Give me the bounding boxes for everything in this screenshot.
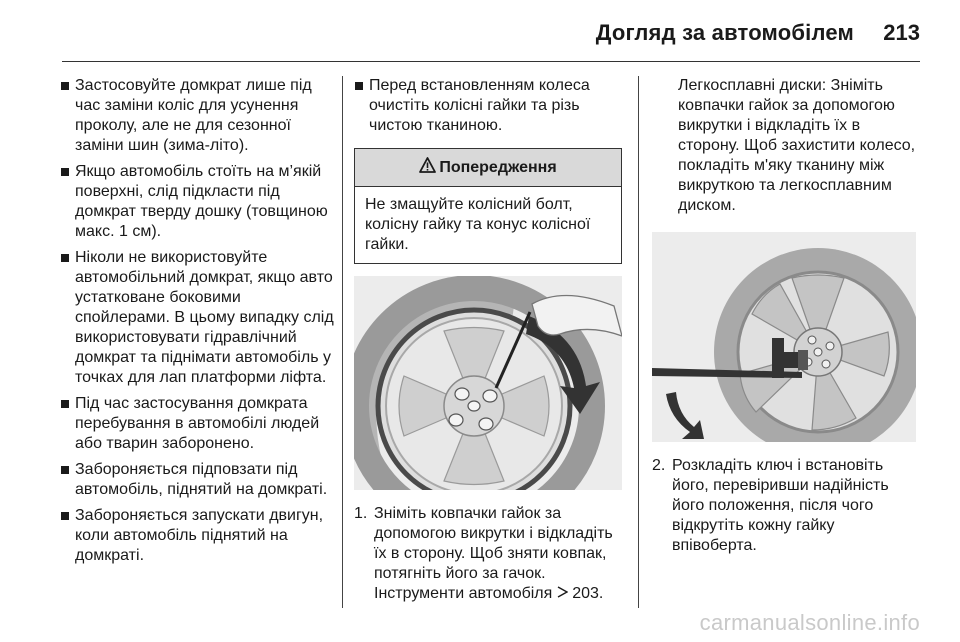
square-bullet-icon xyxy=(61,512,69,520)
list-item: Забороняється запускати двигун, коли автомобіль піднятий на домкраті. xyxy=(60,506,336,566)
list-item: Перед встановленням колеса очистіть колісні гайки та різь чистою тканиною. xyxy=(354,76,626,136)
page-title: Догляд за автомобілем xyxy=(595,20,854,45)
step-2 xyxy=(652,456,922,556)
step-number: 1. xyxy=(354,505,368,522)
list-item: Застосовуйте домкрат лише під час заміни коліс для усунення проколу, але не для сезонної заміни шин (зима-літо). xyxy=(60,76,336,156)
list-item: Ніколи не використовуйте автомобільний домкрат, якщо авто устатковане боковими спойлерами. В цьому випадку слід використовувати гідравлічний домкрат та піднімати автомобіль у точках для лап платформи ліфта. xyxy=(60,248,336,388)
list-item: Під час застосування домкрата перебування в автомобілі людей або тварин заборонено. xyxy=(60,394,336,454)
warning-triangle-icon xyxy=(419,157,436,179)
warning-text: Не змащуйте колісний болт, колісну гайку та конус колісної гайки. xyxy=(365,196,591,253)
square-bullet-icon xyxy=(61,400,69,408)
warning-header xyxy=(355,149,621,187)
step-number: 2. xyxy=(652,457,666,474)
column-divider-2 xyxy=(638,76,639,608)
precaution-list xyxy=(60,76,336,566)
column-divider-1 xyxy=(342,76,343,608)
alloy-wheel-paragraph: Легкосплавні диски: Зніміть ковпачки гайок за допомогою викрутки і відкладіть їх в сторону. Щоб захистити колесо, покладіть м'яку тканину між викруткою та легкосплавним диском. xyxy=(678,77,916,214)
column-1 xyxy=(60,76,336,572)
header-divider xyxy=(62,61,920,62)
page-header xyxy=(0,0,960,62)
square-bullet-icon xyxy=(61,168,69,176)
step-1 xyxy=(354,504,626,604)
step-text: Розкладіть ключ і встановіть його, перевіривши надійність його положення, після чого відкрутіть кожну гайку впівоберта. xyxy=(672,457,889,554)
square-bullet-icon xyxy=(61,82,69,90)
page-reference-link[interactable]: 203. xyxy=(572,585,604,602)
step-text: Зніміть ковпачки гайок за допомогою викрутки і відкладіть їх в сторону. Щоб зняти ковпак, потягніть його за гачок. Інструменти автомобіля xyxy=(374,505,613,602)
page-reference-icon xyxy=(557,585,572,602)
warning-box xyxy=(354,148,622,264)
square-bullet-icon xyxy=(61,254,69,262)
list-item: Якщо автомобіль стоїть на м’якій поверхні, слід підкласти під домкрат тверду дошку (товщиною макс. 1 см). xyxy=(60,162,336,242)
warning-title: Попередження xyxy=(439,158,557,176)
column-3 xyxy=(652,76,922,556)
column-2 xyxy=(354,76,626,604)
hubcap-removal-illustration xyxy=(354,276,622,490)
list-item: Забороняється підповзати під автомобіль, піднятий на домкраті. xyxy=(60,460,336,500)
watermark-text: carmanualsonline.info xyxy=(699,610,920,635)
page-number: 213 xyxy=(883,20,920,45)
square-bullet-icon xyxy=(61,466,69,474)
wheel-wrench-illustration xyxy=(652,232,916,442)
square-bullet-icon xyxy=(355,82,363,90)
cleaning-list xyxy=(354,76,626,136)
